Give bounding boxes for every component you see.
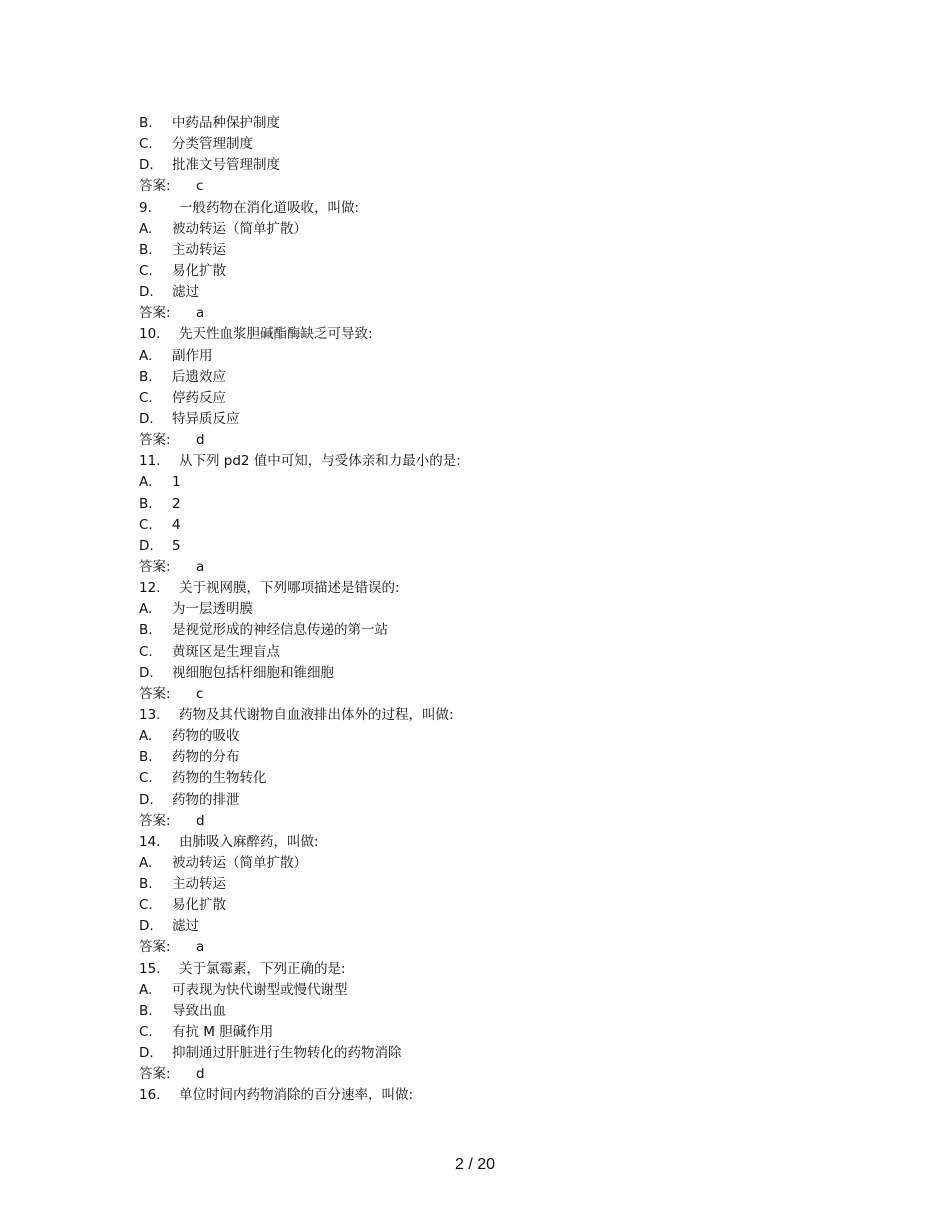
question-number: 14. [139,833,161,850]
option-label: B. [139,241,153,258]
option-line [139,599,839,620]
answer-line [139,937,839,958]
option-line [139,1022,839,1043]
answer-value: d [196,1066,205,1083]
option-label: C. [139,643,153,660]
option-line [139,409,839,430]
option-text: 是视觉形成的神经信息传递的第一站 [172,622,388,639]
option-line [139,472,839,493]
option-label: C. [139,1024,153,1041]
question-text: 药物及其代谢物自血液排出体外的过程，叫做: [179,706,454,723]
option-text: 主动转运 [172,876,226,893]
answer-value: a [196,305,205,322]
option-text: 4 [172,516,181,533]
option-text: 易化扩散 [172,262,226,279]
option-text: 药物的排泄 [172,791,240,808]
option-text: 易化扩散 [172,897,226,914]
option-text: 特异质反应 [172,410,240,427]
option-line [139,155,839,176]
option-label: C. [139,389,153,406]
option-label: C. [139,770,153,787]
answer-line [139,811,839,832]
answer-line [139,684,839,705]
option-line [139,726,839,747]
answer-value: d [196,812,205,829]
option-label: C. [139,262,153,279]
option-text: 主动转运 [172,241,226,258]
option-label: B. [139,368,153,385]
option-line [139,747,839,768]
option-label: A. [139,347,153,364]
option-label: A. [139,981,153,998]
option-line [139,642,839,663]
question-line [139,705,839,726]
question-text: 一般药物在消化道吸收，叫做: [179,199,360,216]
option-line [139,515,839,536]
option-label: A. [139,474,153,491]
option-label: D. [139,410,154,427]
option-text: 批准文号管理制度 [172,157,280,174]
option-text: 被动转运（简单扩散） [172,220,307,237]
option-label: A. [139,728,153,745]
option-line [139,282,839,303]
option-line [139,113,839,134]
option-label: C. [139,516,153,533]
question-number: 16. [139,1087,161,1104]
option-line [139,895,839,916]
question-text: 从下列 pd2 值中可知，与受体亲和力最小的是: [179,453,461,470]
page-number: 2 / 20 [454,1156,496,1173]
answer-line [139,303,839,324]
answer-value: a [196,939,205,956]
option-text: 5 [172,537,181,554]
option-text: 药物的吸收 [172,728,240,745]
option-label: B. [139,622,153,639]
question-line [139,451,839,472]
option-label: D. [139,791,154,808]
option-line [139,790,839,811]
option-text: 分类管理制度 [172,136,253,153]
option-text: 药物的生物转化 [172,770,267,787]
question-text: 关于视网膜，下列哪项描述是错误的: [179,580,400,597]
option-label: A. [139,220,153,237]
option-label: B. [139,749,153,766]
answer-label: 答案: [139,432,171,449]
question-number: 9. [139,199,152,216]
option-line [139,853,839,874]
option-text: 视细胞包括杆细胞和锥细胞 [172,664,334,681]
option-label: D. [139,1045,154,1062]
option-label: D. [139,157,154,174]
answer-value: c [196,178,204,195]
option-text: 黄斑区是生理盲点 [172,643,280,660]
option-text: 2 [172,495,181,512]
option-label: B. [139,115,153,131]
option-line [139,916,839,937]
answer-value: c [196,685,204,702]
option-line [139,536,839,557]
option-text: 滤过 [172,284,199,301]
option-line [139,261,839,282]
question-number: 11. [139,453,161,470]
answer-line [139,557,839,578]
answer-label: 答案: [139,939,171,956]
option-line [139,768,839,789]
option-text: 被动转运（简单扩散） [172,854,307,871]
option-text: 药物的分布 [172,749,240,766]
option-label: B. [139,1002,153,1019]
question-line [139,324,839,345]
option-text: 有抗 M 胆碱作用 [172,1024,274,1041]
answer-line [139,176,839,197]
question-text: 关于氯霉素，下列正确的是: [179,960,346,977]
option-line [139,494,839,515]
option-text: 抑制通过肝脏进行生物转化的药物消除 [172,1045,402,1062]
option-text: 为一层透明膜 [172,601,253,618]
option-text: 后遗效应 [172,368,226,385]
answer-label: 答案: [139,812,171,829]
option-line [139,1001,839,1022]
option-label: D. [139,537,154,554]
option-line [139,388,839,409]
answer-label: 答案: [139,1066,171,1083]
option-line [139,980,839,1001]
option-text: 可表现为快代谢型或慢代谢型 [172,981,348,998]
question-number: 13. [139,706,161,723]
option-label: A. [139,854,153,871]
option-label: B. [139,495,153,512]
answer-label: 答案: [139,178,171,195]
option-text: 1 [172,474,181,491]
question-text: 由肺吸入麻醉药，叫做: [179,833,319,850]
answer-value: a [196,558,205,575]
question-number: 10. [139,326,161,343]
option-text: 中药品种保护制度 [172,115,280,131]
question-line [139,198,839,219]
option-line [139,219,839,240]
option-label: C. [139,136,153,153]
document-body [139,113,839,1107]
option-line [139,1043,839,1064]
option-text: 副作用 [172,347,213,364]
option-line [139,663,839,684]
answer-label: 答案: [139,558,171,575]
option-line [139,134,839,155]
option-label: D. [139,284,154,301]
option-line [139,874,839,895]
option-label: D. [139,664,154,681]
answer-line [139,430,839,451]
option-text: 停药反应 [172,389,226,406]
answer-label: 答案: [139,685,171,702]
option-label: B. [139,876,153,893]
question-line [139,1085,839,1106]
option-line [139,620,839,641]
option-label: D. [139,918,154,935]
question-number: 12. [139,580,161,597]
option-text: 导致出血 [172,1002,226,1019]
question-text: 单位时间内药物消除的百分速率，叫做: [179,1087,414,1104]
option-line [139,240,839,261]
question-line [139,832,839,853]
question-line [139,578,839,599]
answer-value: d [196,432,205,449]
option-line [139,346,839,367]
question-text: 先天性血浆胆碱酯酶缺乏可导致: [179,326,373,343]
option-line [139,367,839,388]
option-label: C. [139,897,153,914]
option-text: 滤过 [172,918,199,935]
option-label: A. [139,601,153,618]
question-number: 15. [139,960,161,977]
question-line [139,959,839,980]
answer-label: 答案: [139,305,171,322]
answer-line [139,1064,839,1085]
